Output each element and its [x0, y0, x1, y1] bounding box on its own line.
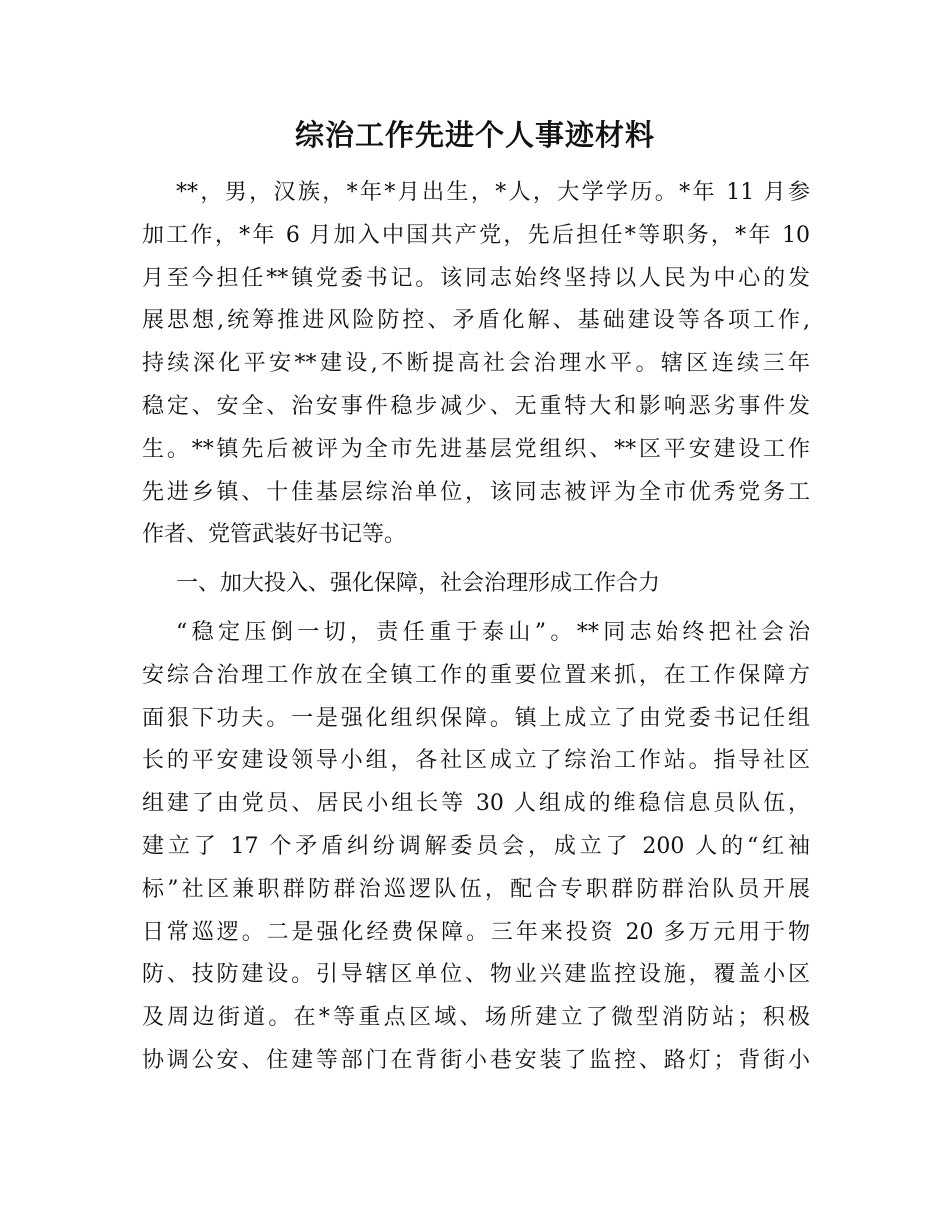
intro-line-2: 加工作，*年 6 月加入中国共产党，先后担任*等职务，*年 10 [142, 222, 810, 248]
intro-line-9: 作者、党管武装好书记等。 [142, 522, 407, 548]
intro-line-8: 先进乡镇、十佳基层综治单位，该同志被评为全市优秀党务工 [142, 479, 810, 505]
section-1-line-9: 防、技防建设。引导辖区单位、物业兴建监控设施，覆盖小区 [142, 962, 810, 988]
section-1-line-6: 建立了 17 个矛盾纠纷调解委员会，成立了 200 人的“红袖 [142, 833, 810, 859]
section-1-line-1: “稳定压倒一切，责任重于泰山”。**同志始终把社会治 [176, 619, 810, 645]
document-title: 综治工作先进个人事迹材料 [294, 118, 655, 152]
section-1-line-2: 安综合治理工作放在全镇工作的重要位置来抓，在工作保障方 [142, 662, 810, 688]
intro-line-4: 展思想,统筹推进风险防控、矛盾化解、基础建设等各项工作, [142, 308, 810, 334]
intro-line-7: 生。**镇先后被评为全市先进基层党组织、**区平安建设工作 [142, 436, 810, 462]
section-1-line-3: 面狠下功夫。一是强化组织保障。镇上成立了由党委书记任组 [142, 705, 810, 731]
section-1-line-4: 长的平安建设领导小组，各社区成立了综治工作站。指导社区 [142, 748, 810, 774]
section-1-heading: 一、加大投入、强化保障，社会治理形成工作合力 [176, 571, 661, 597]
section-1-line-7: 标”社区兼职群防群治巡逻队伍，配合专职群防群治队员开展 [142, 876, 810, 902]
section-1-line-5: 组建了由党员、居民小组长等 30 人组成的维稳信息员队伍， [142, 791, 810, 817]
intro-line-5: 持续深化平安**建设,不断提高社会治理水平。辖区连续三年 [142, 351, 810, 377]
intro-line-6: 稳定、安全、治安事件稳步减少、无重特大和影响恶劣事件发 [142, 393, 810, 419]
section-1-line-11: 协调公安、住建等部门在背街小巷安装了监控、路灯；背街小 [142, 1047, 810, 1073]
document-body [142, 172, 810, 1083]
intro-line-3: 月至今担任**镇党委书记。该同志始终坚持以人民为中心的发 [142, 265, 810, 291]
intro-line-1: **，男，汉族，*年*月出生，*人，大学学历。*年 11 月参 [176, 180, 810, 205]
section-1-line-8: 日常巡逻。二是强化经费保障。三年来投资 20 多万元用于物 [142, 919, 810, 945]
section-1-line-10: 及周边街道。在*等重点区域、场所建立了微型消防站；积极 [142, 1005, 810, 1031]
